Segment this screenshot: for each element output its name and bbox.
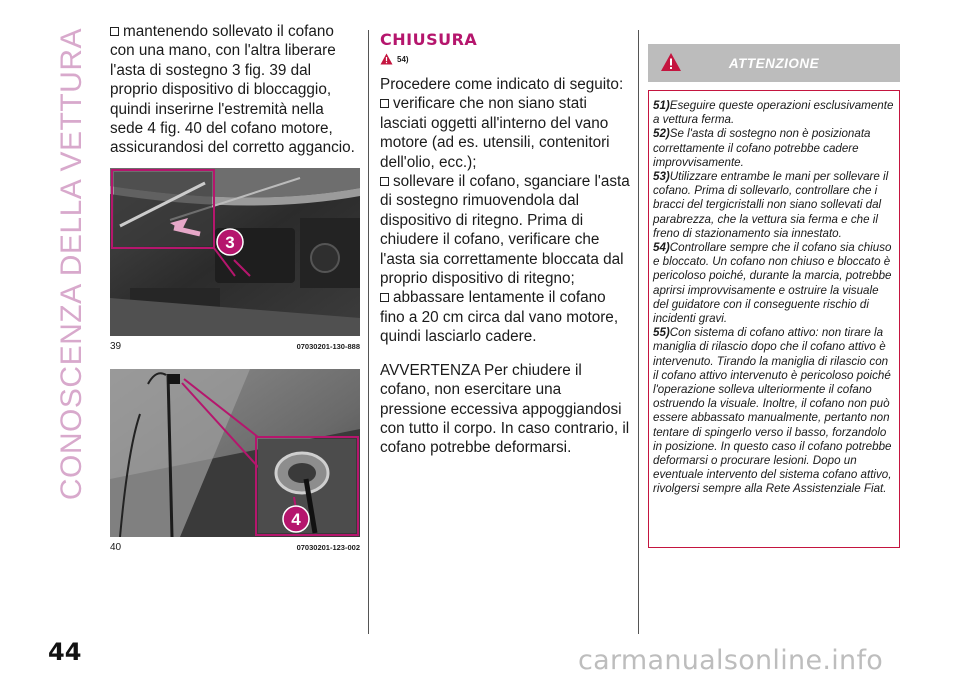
callout-3: 3 bbox=[225, 233, 235, 252]
bullet-item: abbassare lentamente il cofano fino a 20 cm circa dal vano motore, quindi lasciarlo cadere. bbox=[380, 289, 619, 346]
attention-list bbox=[648, 90, 900, 548]
bullet-item: sollevare il cofano, sganciare l'asta di sostegno rimuovendola dal dispositivo di ritegno. Prima di chiudere il cofano, verificare che l'asta sia correttamente bloccata dal proprio dispositivo di ritegno; bbox=[380, 173, 630, 288]
figure-39-caption bbox=[110, 341, 360, 352]
warning-reference bbox=[380, 53, 630, 65]
figure-number: 40 bbox=[110, 542, 122, 553]
figure-40-caption bbox=[110, 542, 360, 553]
checkbox-bullet-icon bbox=[380, 177, 389, 186]
column-2 bbox=[380, 30, 630, 458]
body-paragraph: mantenendo sollevato il cofano con una mano, con l'altra liberare l'asta di sostegno 3 fig. 39 dal proprio dispositivo di bloccaggio, quindi inserirne l'estremità nella sede 4 fig. 40 del cofano motore, assicurandosi del corretto aggancio. bbox=[110, 23, 355, 157]
warning-triangle-icon bbox=[660, 52, 682, 72]
bullet-item: verificare che non siano stati lasciati oggetti all'interno del vano motore (ad es. utensili, contenitori dell'olio, ecc.); bbox=[380, 95, 610, 171]
warning-triangle-icon bbox=[380, 53, 393, 65]
section-title: CHIUSURA bbox=[380, 30, 478, 49]
checkbox-bullet-icon bbox=[110, 27, 119, 36]
figure-40-photo bbox=[110, 369, 360, 537]
hood-latch-photo-icon bbox=[110, 369, 360, 537]
figure-39 bbox=[110, 168, 360, 352]
watermark-text: carmanualsonline.info bbox=[578, 645, 884, 676]
attention-header bbox=[648, 44, 900, 82]
callout-4: 4 bbox=[291, 510, 301, 529]
figure-number: 39 bbox=[110, 341, 122, 352]
attention-item: 55)Con sistema di cofano attivo: non tirare la maniglia di rilascio dopo che il cofano attivo è intervenuto. Tirando la maniglia di rilascio con il cofano attivo intervenuto è pericoloso poiché l'operazione solleva ulteriormente il cofano ostruendo la visuale. Inoltre, il cofano non può essere abbassato manualmente, pertanto non tentare di spingerlo verso il basso, forzandolo in posizione. In questo caso il cofano potrebbe deformarsi o procurare lesioni. Dopo un eventuale intervento del sistema cofano attivo, rivolgersi sempre alla Rete Assistenziale Fiat. bbox=[653, 326, 892, 496]
attention-item: 51)Eseguire queste operazioni esclusivamente a vettura ferma. bbox=[653, 99, 894, 127]
attention-panel bbox=[648, 44, 900, 548]
attention-item: 53)Utilizzare entrambe le mani per sollevare il cofano. Prima di sollevarlo, controllare che i bracci del tergicristalli non siano sollevati dal parabrezza, che la vettura sia ferma e che il freno di stazionamento sia innestato. bbox=[653, 170, 889, 240]
attention-title: ATTENZIONE bbox=[728, 55, 820, 71]
figure-39-photo bbox=[110, 168, 360, 336]
engine-bay-photo-icon bbox=[110, 168, 360, 336]
section-side-title bbox=[52, 28, 92, 588]
checkbox-bullet-icon bbox=[380, 293, 389, 302]
column-divider-left bbox=[368, 30, 369, 634]
attention-item: 52)Se l'asta di sostegno non è posizionata correttamente il cofano potrebbe cadere improvvisamente. bbox=[653, 127, 871, 169]
column-divider-right bbox=[638, 30, 639, 634]
intro-text: Procedere come indicato di seguito: bbox=[380, 76, 624, 93]
warning-note: AVVERTENZA Per chiudere il cofano, non esercitare una pressione eccessiva appoggiandosi con tutto il corpo. In caso contrario, il cofano potrebbe deformarsi. bbox=[380, 361, 630, 457]
figure-code: 07030201-123-002 bbox=[296, 543, 360, 552]
figure-40 bbox=[110, 369, 360, 553]
side-title-text: CONOSCENZA DELLA VETTURA bbox=[55, 28, 88, 501]
checkbox-bullet-icon bbox=[380, 99, 389, 108]
page-number: 44 bbox=[48, 638, 82, 666]
figure-code: 07030201-130-888 bbox=[296, 342, 360, 351]
warning-ref-number: 54) bbox=[397, 54, 409, 64]
attention-item: 54)Controllare sempre che il cofano sia chiuso e bloccato. Un cofano non chiuso e bloccato è pericoloso poiché, durante la marcia, potrebbe aprirsi improvvisamente e ostruire la visuale del guidatore con il conseguente rischio di incidenti gravi. bbox=[653, 241, 892, 326]
column-1 bbox=[110, 22, 360, 158]
